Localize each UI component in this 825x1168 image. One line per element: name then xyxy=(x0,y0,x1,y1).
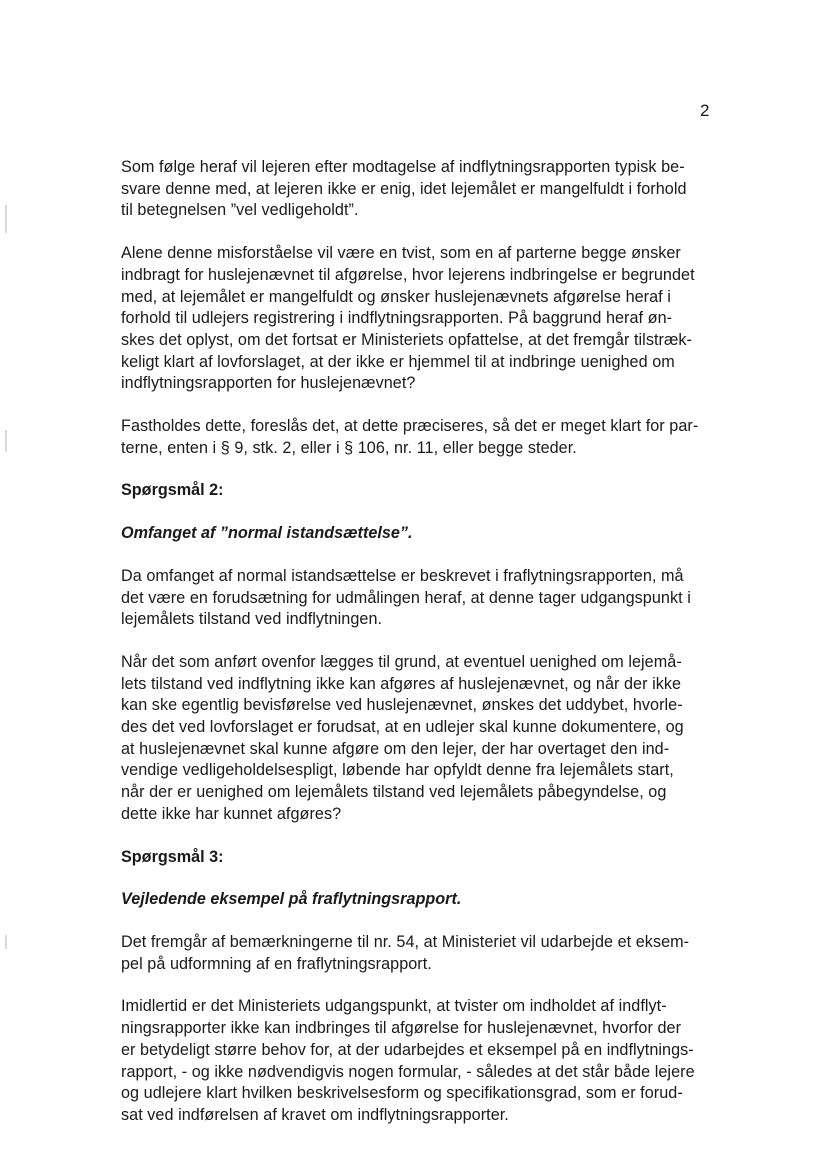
scan-margin-mark xyxy=(5,935,7,949)
page-number: 2 xyxy=(700,101,710,120)
paragraph: Det fremgår af bemærkningerne til nr. 54, at Ministeriet vil udarbejde et eksem- pel på udformning af en fraflytningsrapport. xyxy=(121,932,690,973)
paragraph: Da omfanget af normal istandsættelse er beskrevet i fraflytningsrapporten, må det være en forudsætning for udmålingen heraf, at denne tager udgangspunkt i lejemålets tilstand ved indflytningen. xyxy=(121,566,691,629)
paragraph: Som følge heraf vil lejeren efter modtagelse af indflytningsrapporten typisk be- svare denne med, at lejeren ikke er enig, idet lejemålet er mangelfuldt i forhold til betegnelsen ”vel vedligeholdt”. xyxy=(121,158,687,220)
section-heading-question-3: Spørgsmål 3: xyxy=(121,847,224,866)
paragraph: Når det som anført ovenfor lægges til grund, at eventuel uenighed om lejemå- lets tilstand ved indflytning ikke kan afgøres af huslejenævnet, og når der ikke kan ske egentlig bevisførelse ved huslejenævnet, ønskes det uddybet, hvorle- des det ved lovforslaget er forudsat, at en udlejer skal kunne dokumentere, og at huslejenævnet skal kunne afgøre om den lejer, der har overtaget den ind- vendige vedligeholdelsespligt, løbende har opfyldt denne fra lejemålets start, når der er uenighed om lejemålets tilstand ved lejemålets påbegyndelse, og dette ikke har kunnet afgøres? xyxy=(121,652,684,823)
paragraph: Imidlertid er det Ministeriets udgangspunkt, at tvister om indholdet af indflyt- ningsrapporter ikke kan indbringes til afgørelse for huslejenævnet, hvorfor der er betydeligt større behov for, at der udarbejdes et eksempel på en indflytnings- rapport, - og ikke nødvendigvis nogen formular, - således at det står både lejere og udlejere klart hvilken beskrivelsesform og specifikationsgrad, som er forud- sat ved indførelsen af kravet om indflytningsrapporter. xyxy=(121,997,695,1124)
document-body xyxy=(121,157,721,1127)
paragraph: Fastholdes dette, foreslås det, at dette præciseres, så det er meget klart for par- terne, enten i § 9, stk. 2, eller i § 106, nr. 11, eller begge steder. xyxy=(121,417,699,457)
section-subheading: Omfanget af ”normal istandsættelse”. xyxy=(121,524,413,543)
scan-margin-mark xyxy=(5,430,7,452)
paragraph: Alene denne misforståelse vil være en tvist, som en af parterne begge ønsker indbragt for huslejenævnet til afgørelse, hvor lejerens indbringelse er begrundet med, at lejemålet er mangelfuldt og ønsker huslejenævnets afgørelse heraf i forhold til udlejers registrering i indflytningsrapporten. På baggrund heraf øn- skes det oplyst, om det fortsat er Ministeriets opfattelse, at det fremgår tilstræk- keligt klart af lovforslaget, at der ikke er hjemmel til at indbringe uenighed om indflytningsrapporten for huslejenævnet? xyxy=(121,244,695,393)
section-heading-question-2: Spørgsmål 2: xyxy=(121,481,224,500)
scan-margin-mark xyxy=(5,205,7,233)
section-subheading: Vejledende eksempel på fraflytningsrapport. xyxy=(121,890,462,909)
